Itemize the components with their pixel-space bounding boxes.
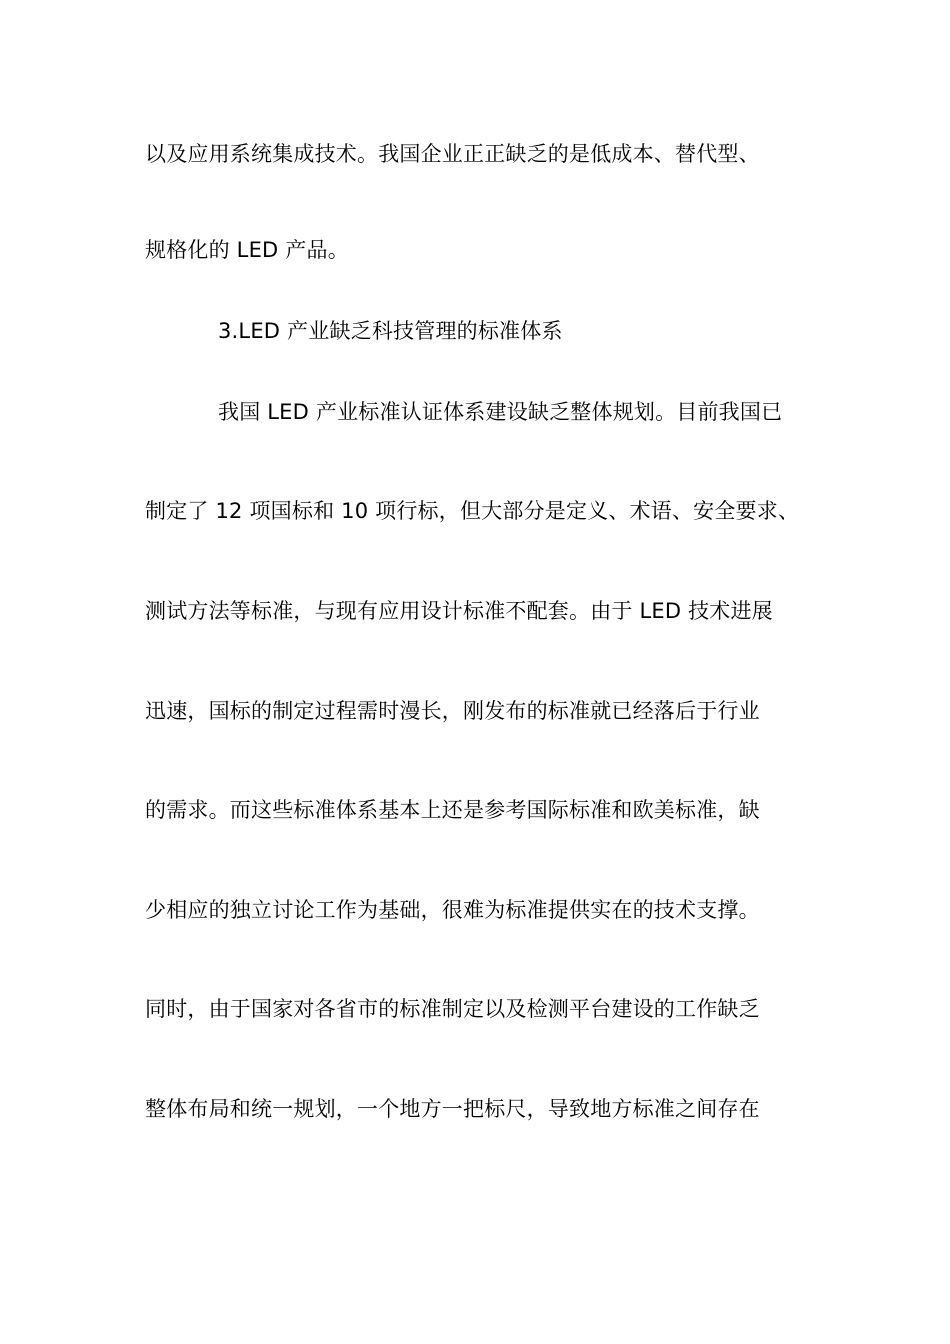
section-heading: 3.LED 产业缺乏科技管理的标准体系	[218, 319, 563, 343]
paragraph-line-4: 制定了 12 项国标和 10 项行标，但大部分是定义、术语、安全要求、	[145, 499, 800, 523]
paragraph-line-1: 以及应用系统集成技术。我国企业正正缺乏的是低成本、替代型、	[145, 142, 760, 166]
paragraph-line-3: 我国 LED 产业标准认证体系建设缺乏整体规划。目前我国已	[218, 400, 783, 424]
paragraph-line-9: 同时，由于国家对各省市的标准制定以及检测平台建设的工作缺乏	[145, 997, 760, 1021]
paragraph-line-5: 测试方法等标准，与现有应用设计标准不配套。由于 LED 技术进展	[145, 599, 773, 623]
paragraph-line-6: 迅速，国标的制定过程需时漫长，刚发布的标准就已经落后于行业	[145, 699, 760, 723]
paragraph-line-2: 规格化的 LED 产品。	[145, 238, 349, 262]
paragraph-line-10: 整体布局和统一规划，一个地方一把标尺，导致地方标准之间存在	[145, 1097, 760, 1121]
paragraph-line-8: 少相应的独立讨论工作为基础，很难为标准提供实在的技术支撑。	[145, 898, 760, 922]
paragraph-line-7: 的需求。而这些标准体系基本上还是参考国际标准和欧美标准，缺	[145, 798, 760, 822]
